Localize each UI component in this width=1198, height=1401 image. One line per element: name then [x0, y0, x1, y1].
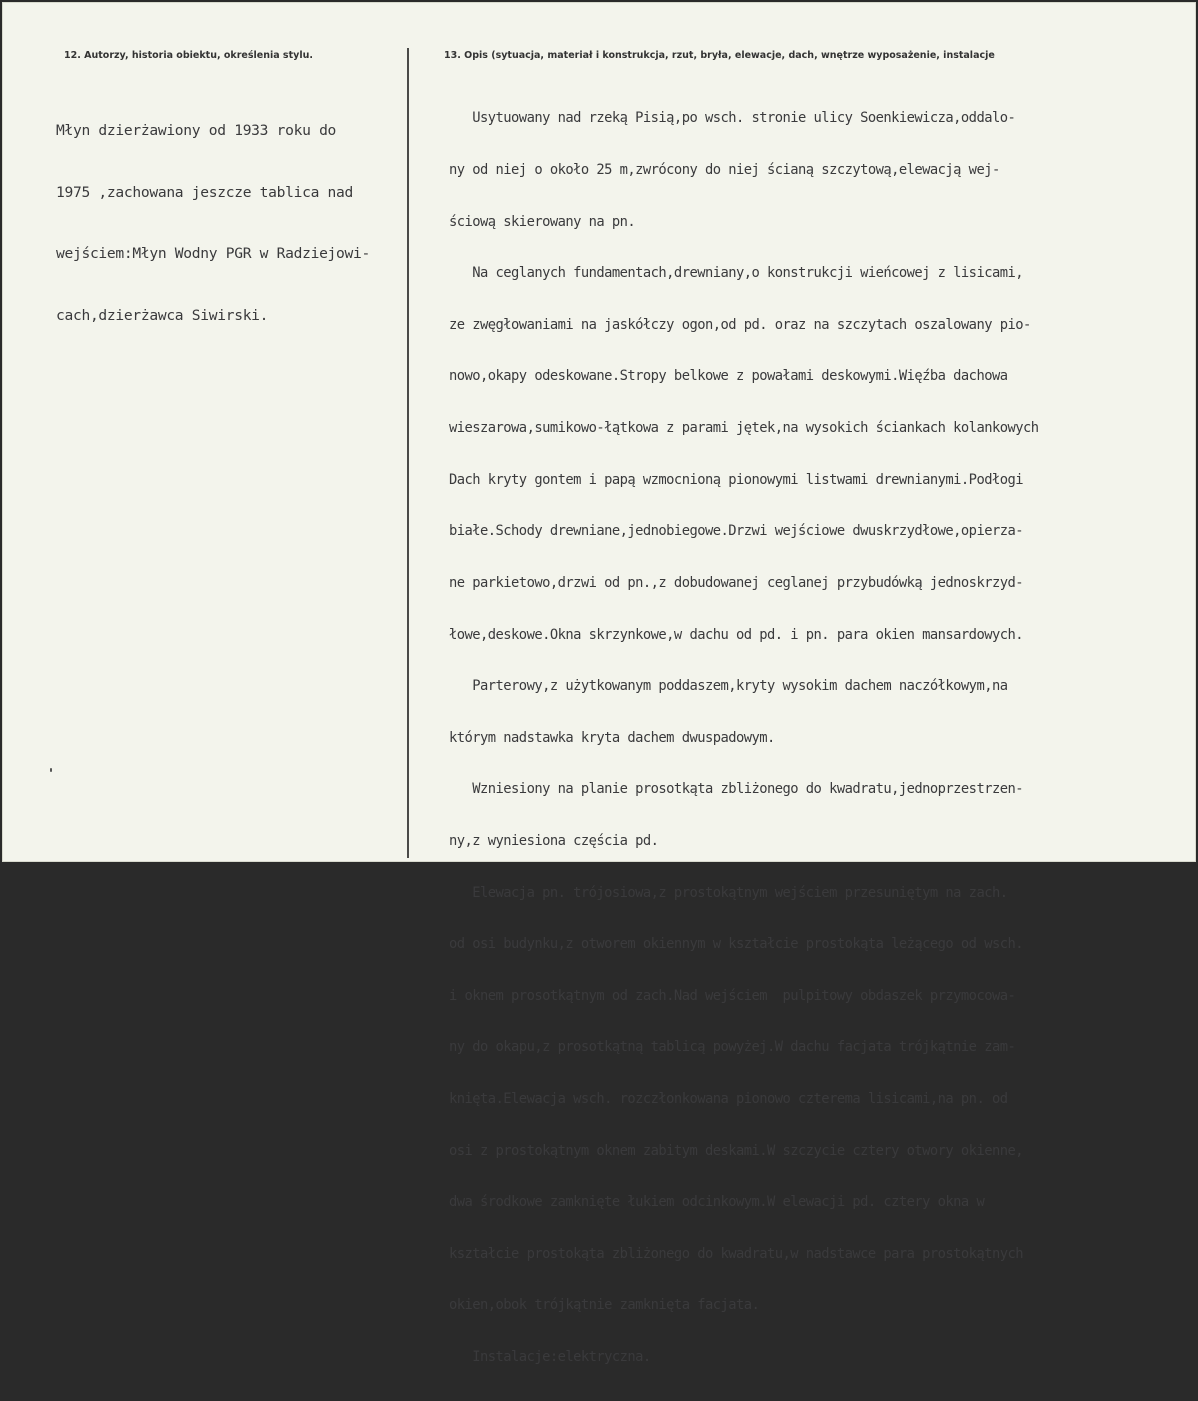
text-line: okien,obok trójkątnie zamknięta facjata.: [449, 1297, 760, 1314]
text-line: łowe,deskowe.Okna skrzynkowe,w dachu od pd. i pn. para okien mansardowych.: [449, 626, 1023, 643]
column-divider: [407, 48, 409, 858]
text-line: ściową skierowany na pn.: [449, 213, 636, 230]
section-13-heading: 13. Opis (sytuacja, materiał i konstrukcja, rzut, bryła, elewacje, dach, wnętrze wyposażenie, instalacje: [444, 50, 995, 61]
text-line: ny,z wyniesiona częścia pd.: [449, 832, 659, 849]
ink-speck: [50, 768, 52, 772]
text-line: 1975 ,zachowana jeszcze tablica nad: [56, 183, 354, 201]
section-12-body: [56, 80, 370, 367]
text-line: Elewacja pn. trójosiowa,z prostokątnym wejściem przesuniętym na zach.: [449, 884, 1008, 901]
text-line: i oknem prosotkątnym od zach.Nad wejściem pulpitowy obdaszek przymocowa-: [449, 987, 1016, 1004]
text-line: wieszarowa,sumikowo-łątkowa z parami jętek,na wysokich ściankach kolankowych: [449, 420, 1039, 437]
text-line: Instalacje:elektryczna.: [449, 1349, 651, 1366]
text-line: Usytuowany nad rzeką Pisią,po wsch. stronie ulicy Soenkiewicza,oddalo-: [449, 110, 1016, 127]
text-line: od osi budynku,z otworem okiennym w kształcie prostokąta leżącego od wsch.: [449, 936, 1023, 953]
text-line: wejściem:Młyn Wodny PGR w Radziejowi-: [56, 245, 370, 262]
text-line: ne parkietowo,drzwi od pn.,z dobudowanej ceglanej przybudówką jednoskrzyd-: [449, 574, 1023, 591]
text-line: kształcie prostokąta zbliżonego do kwadratu,w nadstawce para prostokątnych: [449, 1245, 1023, 1262]
text-line: ze zwęgłowaniami na jaskółczy ogon,od pd. oraz na szczytach oszalowany pio-: [449, 316, 1031, 333]
section-13-body: [449, 76, 1039, 1401]
text-line: Młyn dzierżawiony od 1933 roku do: [56, 122, 337, 139]
text-line: nowo,okapy odeskowane.Stropy belkowe z powałami deskowymi.Więźba dachowa: [449, 368, 1008, 385]
section-12-heading: 12. Autorzy, historia obiektu, określenia stylu.: [64, 50, 313, 61]
document-card: [2, 2, 1196, 1366]
text-line: ny od niej o około 25 m,zwrócony do niej ścianą szczytową,elewacją wej-: [449, 162, 1000, 179]
text-line: cach,dzierżawca Siwirski.: [56, 306, 269, 324]
text-line: Wzniesiony na planie prosotkąta zbliżonego do kwadratu,jednoprzestrzen-: [449, 781, 1023, 798]
text-line: Dach kryty gontem i papą wzmocnioną pionowymi listwami drewnianymi.Podłogi: [449, 471, 1023, 488]
text-line: osi z prostokątnym oknem zabitym deskami.W szczycie cztery otwory okienne,: [449, 1142, 1023, 1159]
text-line: Na ceglanych fundamentach,drewniany,o konstrukcji wieńcowej z lisicami,: [449, 265, 1023, 282]
text-line: białe.Schody drewniane,jednobiegowe.Drzwi wejściowe dwuskrzydłowe,opierza-: [449, 523, 1023, 540]
text-line: Parterowy,z użytkowanym poddaszem,kryty wysokim dachem naczółkowym,na: [449, 678, 1008, 695]
text-line: którym nadstawka kryta dachem dwuspadowym.: [449, 729, 775, 746]
text-line: knięta.Elewacja wsch. rozczłonkowana pionowo czterema lisicami,na pn. od: [449, 1090, 1008, 1107]
text-line: ny do okapu,z prosotkątną tablicą powyżej.W dachu facjata trójkątnie zam-: [449, 1039, 1016, 1056]
text-line: dwa środkowe zamknięte łukiem odcinkowym.W elewacji pd. cztery okna w: [449, 1194, 985, 1211]
